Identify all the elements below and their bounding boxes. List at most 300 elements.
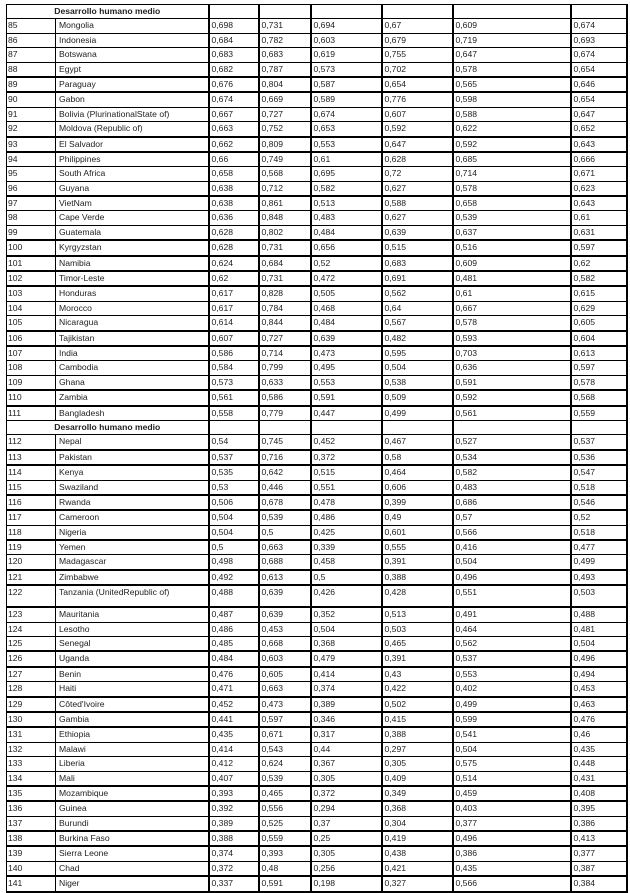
table-row [7, 667, 627, 682]
table-row [7, 450, 627, 465]
value-cell: 0,62 [571, 256, 627, 271]
value-cell: 0,666 [571, 152, 627, 167]
value-cell: 0,504 [571, 637, 627, 652]
value-cell: 0,643 [571, 137, 627, 152]
table-row [7, 406, 627, 421]
rank-cell: 134 [7, 771, 56, 786]
value-cell: 0,604 [571, 331, 627, 346]
rank-cell: 108 [7, 361, 56, 375]
value-cell: 0,481 [571, 622, 627, 636]
value-cell: 0,587 [311, 77, 382, 92]
value-cell: 0,591 [311, 390, 382, 405]
rank-cell: 116 [7, 495, 56, 510]
value-cell: 0,57 [453, 510, 571, 525]
value-cell: 0,392 [209, 801, 259, 816]
empty-cell [209, 420, 259, 434]
value-cell: 0,467 [382, 435, 453, 450]
value-cell: 0,72 [382, 167, 453, 181]
value-cell: 0,566 [453, 525, 571, 540]
value-cell: 0,337 [209, 876, 259, 891]
value-cell: 0,617 [209, 286, 259, 301]
value-cell: 0,592 [382, 122, 453, 137]
value-cell: 0,459 [453, 786, 571, 801]
table-row [7, 107, 627, 121]
value-cell: 0,494 [571, 667, 627, 682]
value-cell: 0,553 [311, 375, 382, 390]
value-cell: 0,749 [259, 152, 311, 167]
value-cell: 0,391 [382, 651, 453, 666]
value-cell: 0,464 [382, 465, 453, 480]
value-cell: 0,603 [259, 651, 311, 666]
value-cell: 0,372 [311, 786, 382, 801]
table-body [7, 5, 627, 892]
value-cell: 0,377 [571, 846, 627, 861]
value-cell: 0,422 [382, 682, 453, 697]
table-row [7, 525, 627, 540]
value-cell: 0,504 [311, 622, 382, 636]
value-cell: 0,674 [209, 92, 259, 107]
value-cell: 0,499 [453, 697, 571, 712]
value-cell: 0,386 [571, 816, 627, 831]
value-cell: 0,628 [209, 240, 259, 255]
country-cell: Mauritania [56, 607, 209, 622]
rank-cell: 137 [7, 816, 56, 831]
value-cell: 0,646 [571, 77, 627, 92]
table-row [7, 122, 627, 137]
value-cell: 0,561 [453, 406, 571, 421]
value-cell: 0,606 [382, 480, 453, 495]
value-cell: 0,393 [209, 786, 259, 801]
value-cell: 0,62 [209, 271, 259, 286]
value-cell: 0,49 [382, 510, 453, 525]
value-cell: 0,539 [259, 510, 311, 525]
value-cell: 0,509 [382, 390, 453, 405]
table-row [7, 196, 627, 211]
table-row [7, 256, 627, 271]
value-cell: 0,402 [453, 682, 571, 697]
value-cell: 0,647 [453, 48, 571, 62]
value-cell: 0,624 [259, 757, 311, 771]
table-row [7, 637, 627, 652]
value-cell: 0,654 [571, 92, 627, 107]
value-cell: 0,482 [382, 331, 453, 346]
rank-cell: 102 [7, 271, 56, 286]
value-cell: 0,539 [259, 771, 311, 786]
value-cell: 0,653 [311, 122, 382, 137]
table-row [7, 622, 627, 636]
value-cell: 0,414 [311, 667, 382, 682]
value-cell: 0,473 [311, 346, 382, 361]
value-cell: 0,683 [209, 48, 259, 62]
value-cell: 0,642 [259, 465, 311, 480]
value-cell: 0,389 [311, 697, 382, 712]
value-cell: 0,421 [382, 861, 453, 876]
value-cell: 0,435 [453, 861, 571, 876]
value-cell: 0,484 [311, 316, 382, 331]
value-cell: 0,399 [382, 495, 453, 510]
value-cell: 0,605 [259, 667, 311, 682]
country-cell: Moldova (Republic of) [56, 122, 209, 137]
value-cell: 0,305 [311, 846, 382, 861]
value-cell: 0,484 [209, 651, 259, 666]
value-cell: 0,465 [259, 786, 311, 801]
value-cell: 0,536 [571, 450, 627, 465]
value-cell: 0,647 [571, 107, 627, 121]
value-cell: 0,537 [453, 651, 571, 666]
value-cell: 0,553 [311, 137, 382, 152]
table-row [7, 225, 627, 240]
country-cell: Niger [56, 876, 209, 891]
rank-cell: 126 [7, 651, 56, 666]
value-cell: 0,426 [311, 585, 382, 607]
table-row [7, 331, 627, 346]
value-cell: 0,578 [571, 375, 627, 390]
value-cell: 0,414 [209, 742, 259, 756]
country-cell: Cameroon [56, 510, 209, 525]
value-cell: 0,388 [382, 570, 453, 585]
rank-cell: 101 [7, 256, 56, 271]
value-cell: 0,731 [259, 19, 311, 33]
country-cell: Ghana [56, 375, 209, 390]
table-row [7, 435, 627, 450]
value-cell: 0,568 [259, 167, 311, 181]
value-cell: 0,391 [382, 555, 453, 570]
country-cell: Lesotho [56, 622, 209, 636]
value-cell: 0,305 [382, 757, 453, 771]
country-cell: Côted'Ivoire [56, 697, 209, 712]
value-cell: 0,446 [259, 480, 311, 495]
rank-cell: 85 [7, 19, 56, 33]
value-cell: 0,636 [209, 211, 259, 225]
country-cell: Mongolia [56, 19, 209, 33]
country-cell: Cape Verde [56, 211, 209, 225]
value-cell: 0,349 [382, 786, 453, 801]
country-cell: Namibia [56, 256, 209, 271]
country-cell: Malawi [56, 742, 209, 756]
table-row [7, 757, 627, 771]
value-cell: 0,633 [259, 375, 311, 390]
value-cell: 0,468 [311, 301, 382, 315]
country-cell: Yemen [56, 540, 209, 555]
rank-cell: 124 [7, 622, 56, 636]
rank-cell: 90 [7, 92, 56, 107]
rank-cell: 111 [7, 406, 56, 421]
value-cell: 0,493 [571, 570, 627, 585]
value-cell: 0,43 [382, 667, 453, 682]
value-cell: 0,844 [259, 316, 311, 331]
country-cell: Ethiopia [56, 727, 209, 742]
value-cell: 0,593 [453, 331, 571, 346]
value-cell: 0,502 [382, 697, 453, 712]
value-cell: 0,654 [571, 62, 627, 77]
rank-cell: 107 [7, 346, 56, 361]
value-cell: 0,25 [311, 831, 382, 846]
value-cell: 0,628 [209, 225, 259, 240]
value-cell: 0,441 [209, 712, 259, 727]
value-cell: 0,622 [453, 122, 571, 137]
table-row [7, 390, 627, 405]
value-cell: 0,453 [571, 682, 627, 697]
section-header-row [7, 5, 627, 19]
country-cell: Madagascar [56, 555, 209, 570]
value-cell: 0,67 [382, 19, 453, 33]
value-cell: 0,582 [571, 271, 627, 286]
value-cell: 0,499 [571, 555, 627, 570]
value-cell: 0,631 [571, 225, 627, 240]
value-cell: 0,483 [453, 480, 571, 495]
value-cell: 0,407 [209, 771, 259, 786]
value-cell: 0,346 [311, 712, 382, 727]
rank-cell: 118 [7, 525, 56, 540]
rank-cell: 141 [7, 876, 56, 891]
value-cell: 0,483 [311, 211, 382, 225]
empty-cell [571, 420, 627, 434]
country-cell: Kyrgyzstan [56, 240, 209, 255]
country-cell: Senegal [56, 637, 209, 652]
value-cell: 0,496 [571, 651, 627, 666]
value-cell: 0,487 [209, 607, 259, 622]
value-cell: 0,413 [571, 831, 627, 846]
table-row [7, 801, 627, 816]
value-cell: 0,5 [209, 540, 259, 555]
value-cell: 0,601 [382, 525, 453, 540]
value-cell: 0,592 [453, 137, 571, 152]
rank-cell: 100 [7, 240, 56, 255]
value-cell: 0,368 [382, 801, 453, 816]
value-cell: 0,628 [382, 152, 453, 167]
country-cell: Bolivia (PlurinationalState of) [56, 107, 209, 121]
value-cell: 0,617 [209, 301, 259, 315]
country-cell: Burkina Faso [56, 831, 209, 846]
value-cell: 0,541 [453, 727, 571, 742]
value-cell: 0,5 [259, 525, 311, 540]
table-row [7, 540, 627, 555]
value-cell: 0,61 [453, 286, 571, 301]
value-cell: 0,658 [209, 167, 259, 181]
value-cell: 0,305 [311, 771, 382, 786]
value-cell: 0,683 [382, 256, 453, 271]
value-cell: 0,598 [453, 92, 571, 107]
value-cell: 0,591 [259, 876, 311, 891]
value-cell: 0,804 [259, 77, 311, 92]
rank-cell: 87 [7, 48, 56, 62]
value-cell: 0,513 [382, 607, 453, 622]
value-cell: 0,609 [453, 19, 571, 33]
rank-cell: 89 [7, 77, 56, 92]
value-cell: 0,674 [571, 19, 627, 33]
table-row [7, 495, 627, 510]
value-cell: 0,61 [571, 211, 627, 225]
country-cell: Indonesia [56, 33, 209, 47]
rank-cell: 128 [7, 682, 56, 697]
rank-cell: 136 [7, 801, 56, 816]
value-cell: 0,463 [571, 697, 627, 712]
value-cell: 0,629 [571, 301, 627, 315]
value-cell: 0,534 [453, 450, 571, 465]
country-cell: Rwanda [56, 495, 209, 510]
rank-cell: 115 [7, 480, 56, 495]
table-row [7, 286, 627, 301]
country-cell: Sierra Leone [56, 846, 209, 861]
value-cell: 0,784 [259, 301, 311, 315]
value-cell: 0,613 [571, 346, 627, 361]
value-cell: 0,639 [259, 607, 311, 622]
value-cell: 0,447 [311, 406, 382, 421]
country-cell: Haiti [56, 682, 209, 697]
value-cell: 0,809 [259, 137, 311, 152]
table-row [7, 585, 627, 607]
rank-cell: 133 [7, 757, 56, 771]
empty-cell [209, 5, 259, 19]
country-cell: Gambia [56, 712, 209, 727]
rank-cell: 98 [7, 211, 56, 225]
value-cell: 0,613 [259, 570, 311, 585]
country-cell: El Salvador [56, 137, 209, 152]
country-cell: Paraguay [56, 77, 209, 92]
section-title: Desarrollo humano medio [7, 5, 209, 19]
value-cell: 0,488 [209, 585, 259, 607]
table-row [7, 831, 627, 846]
value-cell: 0,614 [209, 316, 259, 331]
empty-cell [259, 5, 311, 19]
rank-cell: 121 [7, 570, 56, 585]
table-row [7, 316, 627, 331]
value-cell: 0,503 [571, 585, 627, 607]
country-cell: Zambia [56, 390, 209, 405]
value-cell: 0,799 [259, 361, 311, 375]
table-row [7, 92, 627, 107]
value-cell: 0,198 [311, 876, 382, 891]
value-cell: 0,684 [209, 33, 259, 47]
value-cell: 0,389 [209, 816, 259, 831]
value-cell: 0,565 [453, 77, 571, 92]
table-row [7, 861, 627, 876]
value-cell: 0,727 [259, 107, 311, 121]
table-row [7, 742, 627, 756]
value-cell: 0,339 [311, 540, 382, 555]
empty-cell [311, 5, 382, 19]
value-cell: 0,537 [209, 450, 259, 465]
rank-cell: 97 [7, 196, 56, 211]
value-cell: 0,395 [571, 801, 627, 816]
table-row [7, 876, 627, 891]
country-cell: Tanzania (UnitedRepublic of) [56, 585, 209, 607]
value-cell: 0,505 [311, 286, 382, 301]
value-cell: 0,605 [571, 316, 627, 331]
value-cell: 0,472 [311, 271, 382, 286]
value-cell: 0,372 [209, 861, 259, 876]
value-cell: 0,584 [209, 361, 259, 375]
value-cell: 0,486 [311, 510, 382, 525]
country-cell: Guatemala [56, 225, 209, 240]
country-cell: Benin [56, 667, 209, 682]
rank-cell: 95 [7, 167, 56, 181]
value-cell: 0,591 [453, 375, 571, 390]
value-cell: 0,64 [382, 301, 453, 315]
value-cell: 0,638 [209, 196, 259, 211]
value-cell: 0,492 [209, 570, 259, 585]
value-cell: 0,663 [259, 682, 311, 697]
value-cell: 0,727 [259, 331, 311, 346]
value-cell: 0,5 [311, 570, 382, 585]
value-cell: 0,496 [453, 831, 571, 846]
value-cell: 0,776 [382, 92, 453, 107]
value-cell: 0,637 [453, 225, 571, 240]
value-cell: 0,667 [453, 301, 571, 315]
value-cell: 0,619 [311, 48, 382, 62]
value-cell: 0,514 [453, 771, 571, 786]
value-cell: 0,387 [571, 861, 627, 876]
value-cell: 0,745 [259, 435, 311, 450]
value-cell: 0,504 [453, 742, 571, 756]
rank-cell: 132 [7, 742, 56, 756]
table-row [7, 607, 627, 622]
value-cell: 0,782 [259, 33, 311, 47]
value-cell: 0,504 [382, 361, 453, 375]
value-cell: 0,658 [453, 196, 571, 211]
country-cell: India [56, 346, 209, 361]
country-cell: Mali [56, 771, 209, 786]
value-cell: 0,495 [311, 361, 382, 375]
value-cell: 0,415 [382, 712, 453, 727]
value-cell: 0,37 [311, 816, 382, 831]
rank-cell: 127 [7, 667, 56, 682]
value-cell: 0,374 [311, 682, 382, 697]
country-cell: VietNam [56, 196, 209, 211]
value-cell: 0,499 [382, 406, 453, 421]
table-row [7, 271, 627, 286]
rank-cell: 140 [7, 861, 56, 876]
value-cell: 0,403 [453, 801, 571, 816]
section-header-row [7, 420, 627, 434]
value-cell: 0,352 [311, 607, 382, 622]
table-row [7, 240, 627, 255]
value-cell: 0,686 [453, 495, 571, 510]
table-row [7, 786, 627, 801]
rank-cell: 119 [7, 540, 56, 555]
table-row [7, 375, 627, 390]
value-cell: 0,719 [453, 33, 571, 47]
table-row [7, 727, 627, 742]
value-cell: 0,848 [259, 211, 311, 225]
empty-cell [382, 5, 453, 19]
table-row [7, 62, 627, 77]
value-cell: 0,731 [259, 271, 311, 286]
value-cell: 0,688 [259, 555, 311, 570]
section-title: Desarrollo humano medio [7, 420, 209, 434]
rank-cell: 120 [7, 555, 56, 570]
value-cell: 0,484 [311, 225, 382, 240]
value-cell: 0,368 [311, 637, 382, 652]
table-row [7, 48, 627, 62]
value-cell: 0,453 [259, 622, 311, 636]
value-cell: 0,458 [311, 555, 382, 570]
value-cell: 0,595 [382, 346, 453, 361]
rank-cell: 91 [7, 107, 56, 121]
rank-cell: 92 [7, 122, 56, 137]
table-row [7, 697, 627, 712]
country-cell: Botswana [56, 48, 209, 62]
value-cell: 0,408 [571, 786, 627, 801]
value-cell: 0,714 [453, 167, 571, 181]
country-cell: Mozambique [56, 786, 209, 801]
empty-cell [382, 420, 453, 434]
table-row [7, 771, 627, 786]
value-cell: 0,712 [259, 181, 311, 196]
country-cell: Liberia [56, 757, 209, 771]
value-cell: 0,256 [311, 861, 382, 876]
value-cell: 0,553 [453, 667, 571, 682]
